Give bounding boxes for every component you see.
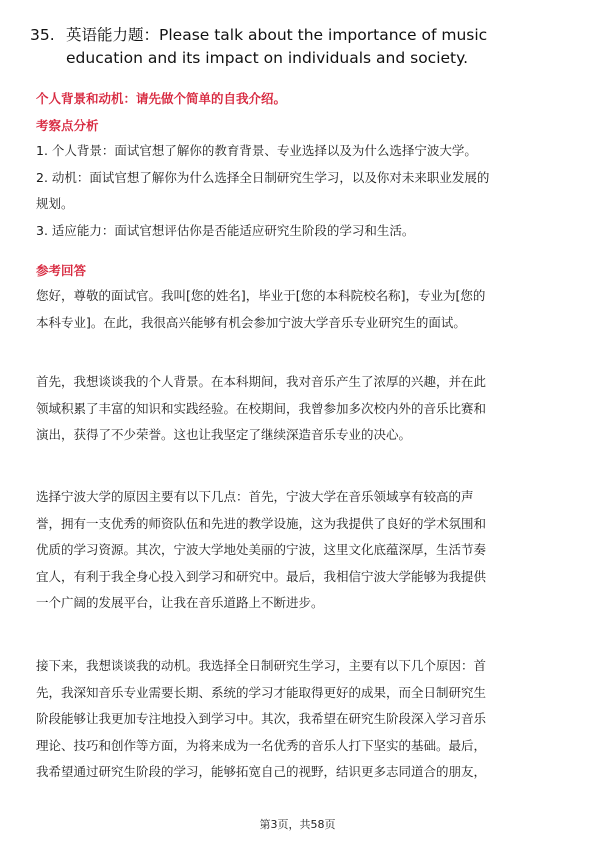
question-line-2: education and its impact on individuals and society.	[66, 49, 469, 67]
answer-line: 接下来，我想谈谈我的动机。我选择全日制研究生学习，主要有以下几个原因：首	[36, 658, 487, 673]
prompt-heading: 个人背景和动机：请先做个简单的自我介绍。	[36, 91, 287, 106]
answer-line: 我希望通过研究生阶段的学习，能够拓宽自己的视野，结识更多志同道合的朋友，	[36, 764, 487, 779]
answer-line: 一个广阔的发展平台，让我在音乐道路上不断进步。	[36, 595, 324, 610]
question-number: 35.	[30, 26, 55, 44]
analysis-item-1: 1. 个人背景：面试官想了解你的教育背景、专业选择以及为什么选择宁波大学。	[36, 143, 477, 158]
page-footer: 第3页，共58页	[259, 818, 336, 831]
answer-line: 理论、技巧和创作等方面，为将来成为一名优秀的音乐人打下坚实的基础。最后，	[36, 737, 487, 753]
answer-line: 先，我深知音乐专业需要长期、系统的学习才能取得更好的成果，而全日制研究生	[36, 684, 487, 700]
answer-paragraph-1	[36, 283, 556, 336]
answer-line: 誉，拥有一支优秀的师资队伍和先进的教学设施，这为我提供了良好的学术氛围和	[36, 515, 487, 531]
analysis-item-2-cont: 规划。	[36, 196, 74, 211]
answer-line: 优质的学习资源。其次，宁波大学地处美丽的宁波，这里文化底蕴深厚，生活节奏	[36, 542, 487, 557]
answer-line: 选择宁波大学的原因主要有以下几点：首先，宁波大学在音乐领域享有较高的声	[36, 489, 474, 504]
answer-heading: 参考回答	[36, 263, 87, 278]
answer-line: 演出，获得了不少荣誉。这也让我坚定了继续深造音乐专业的决心。	[36, 427, 412, 442]
answer-line: 首先，我想谈谈我的个人背景。在本科期间，我对音乐产生了浓厚的兴趣，并在此	[36, 374, 487, 389]
answer-line: 宜人，有利于我全身心投入到学习和研究中。最后，我相信宁波大学能够为我提供	[36, 568, 487, 584]
answer-line: 您好，尊敬的面试官。我叫[您的姓名]，毕业于[您的本科院校名称]，专业为[您的	[36, 288, 486, 303]
analysis-item-2: 2. 动机：面试官想了解你为什么选择全日制研究生学习，以及你对未来职业发展的	[36, 169, 490, 185]
analysis-list	[36, 138, 556, 244]
answer-paragraph-3	[36, 484, 556, 617]
question-title	[30, 24, 560, 70]
analysis-item-3: 3. 适应能力：面试官想评估你是否能适应研究生阶段的学习和生活。	[36, 222, 415, 238]
answer-line: 阶段能够让我更加专注地投入到学习中。其次，我希望在研究生阶段深入学习音乐	[36, 711, 487, 726]
analysis-heading: 考察点分析	[36, 118, 99, 133]
answer-line: 领域积累了丰富的知识和实践经验。在校期间，我曾参加多次校内外的音乐比赛和	[36, 400, 487, 416]
answer-line: 本科专业]。在此，我很高兴能够有机会参加宁波大学音乐专业研究生的面试。	[36, 314, 466, 330]
answer-paragraph-2	[36, 369, 556, 449]
question-line-1: 英语能力题：Please talk about the importance of music	[66, 26, 488, 44]
answer-paragraph-4	[36, 653, 556, 786]
